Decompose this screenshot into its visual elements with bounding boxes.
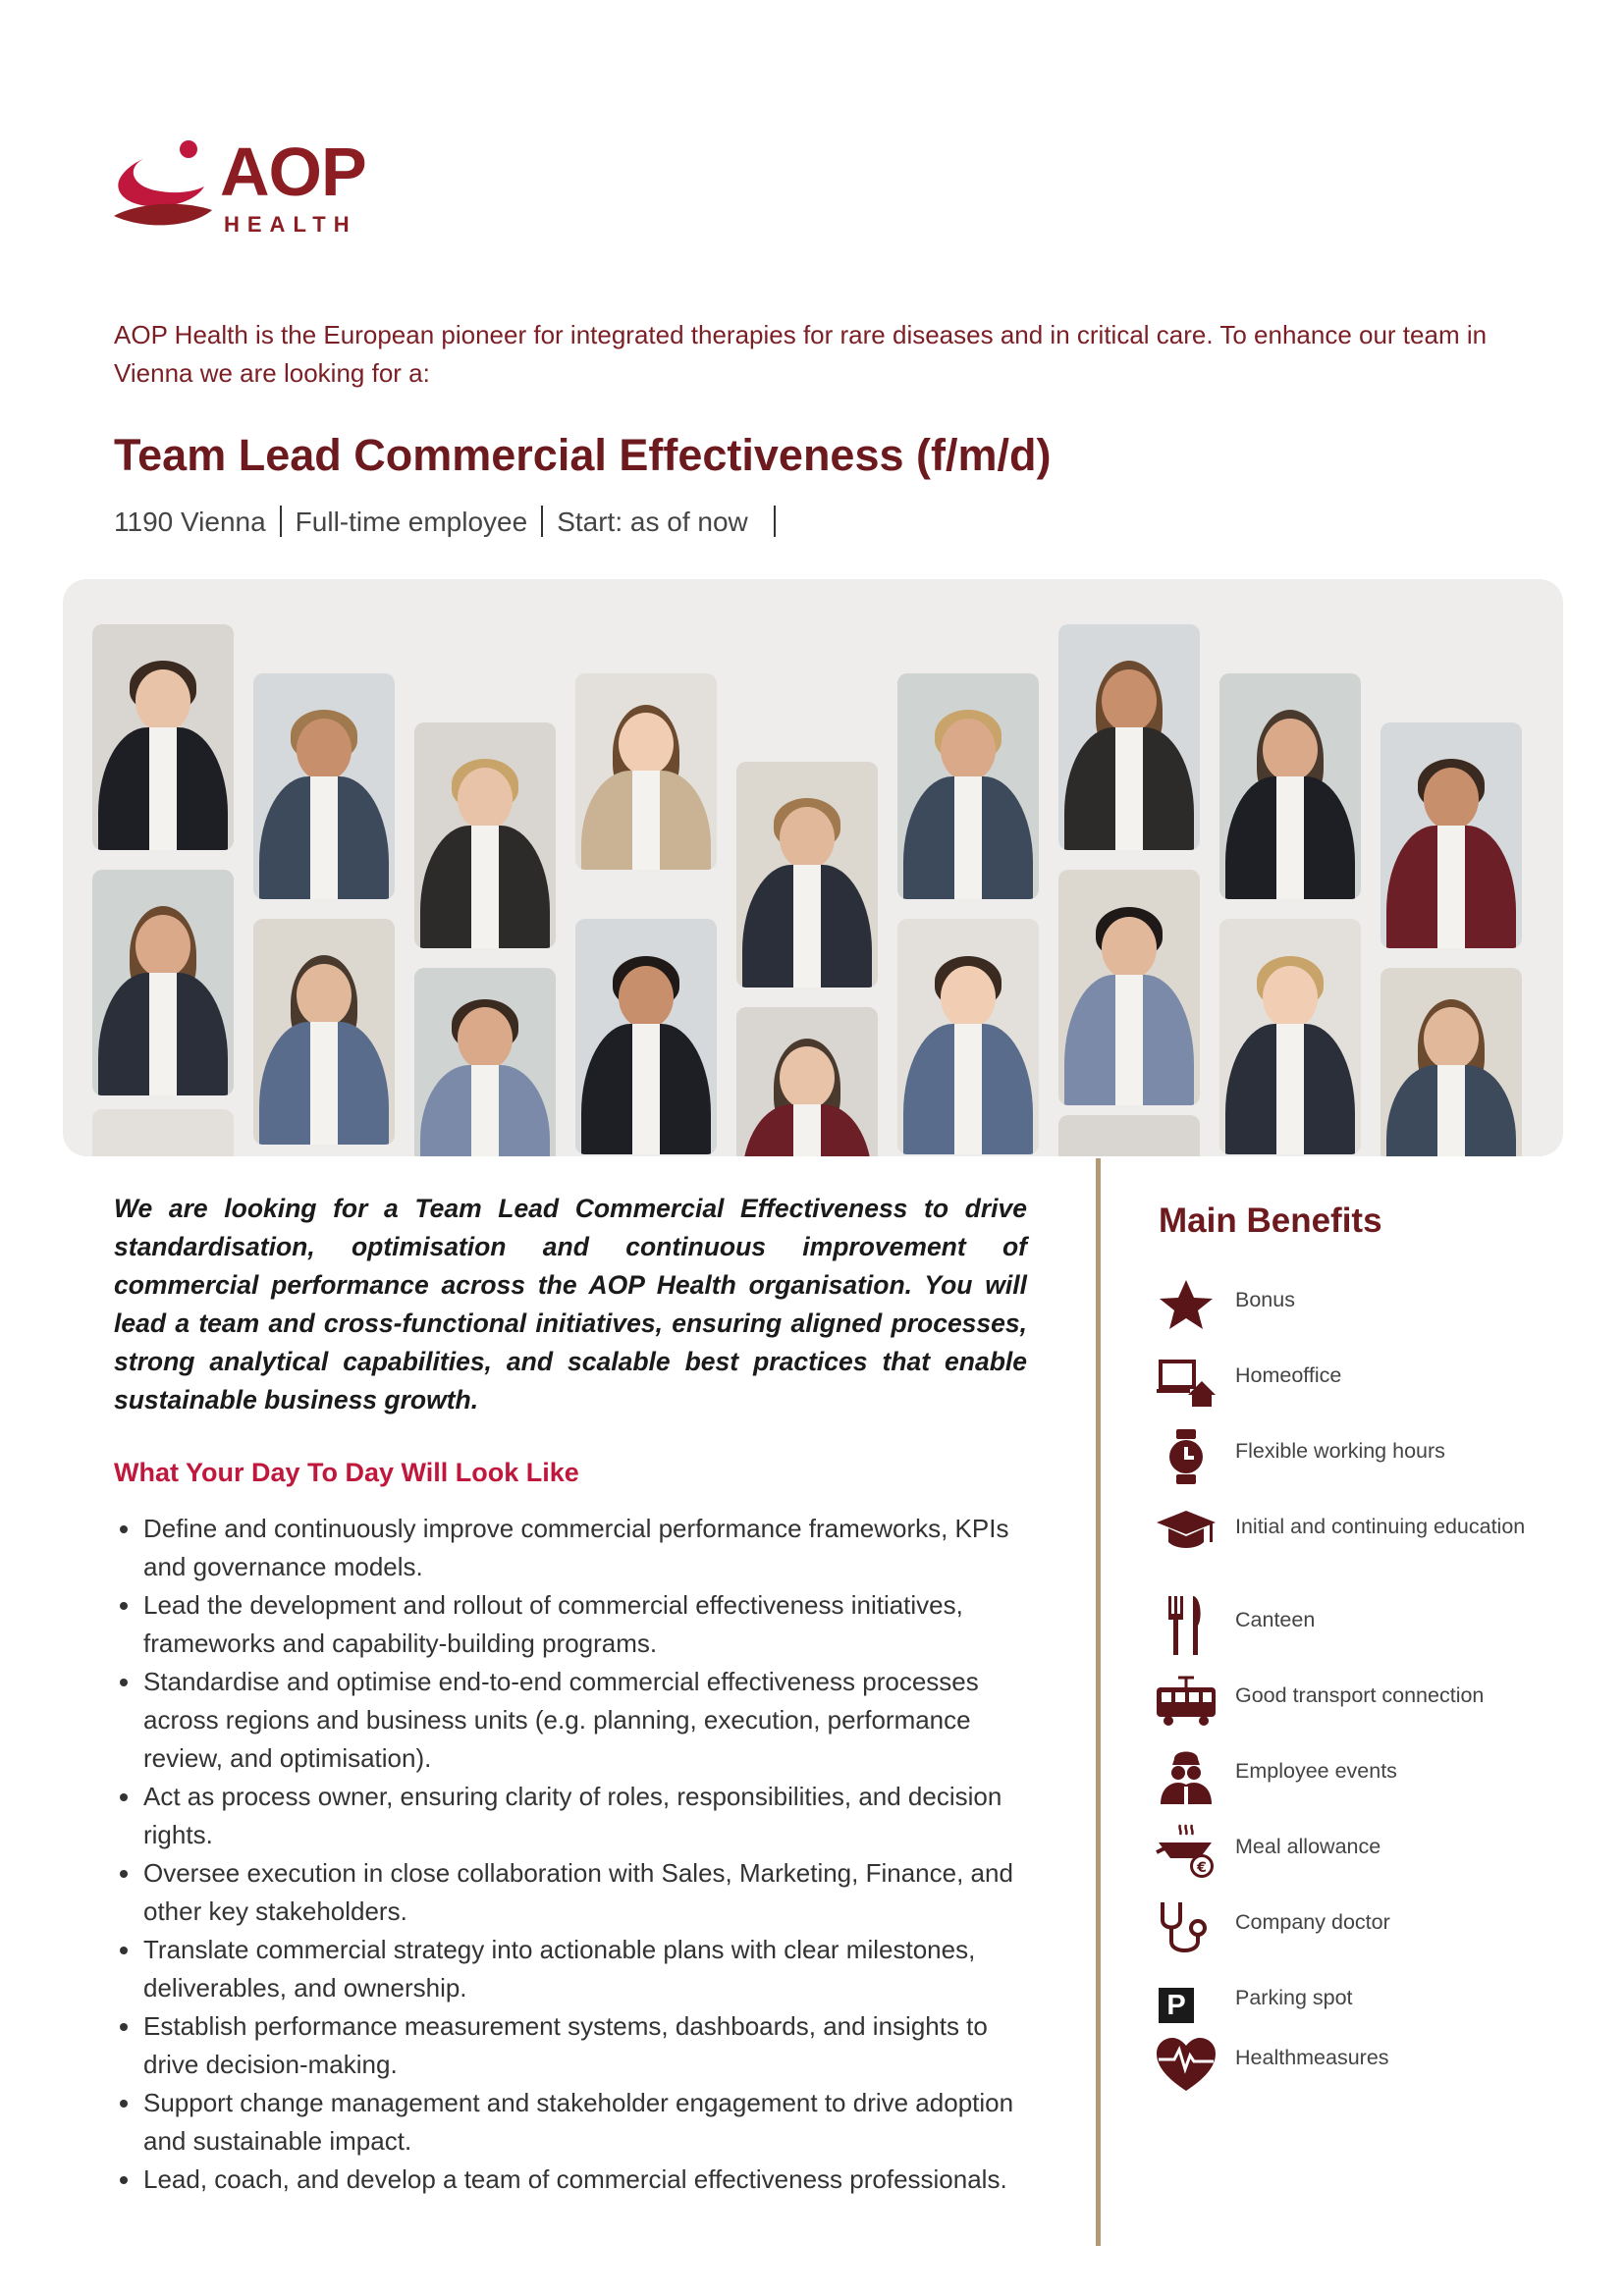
intro-text: AOP Health is the European pioneer for integrated therapies for rare diseases and in critical care. To enhance our team in Vienna we are looking for a:	[114, 320, 1488, 388]
benefit-education	[1155, 1503, 1587, 1562]
team-photo	[897, 673, 1039, 899]
team-photo	[414, 968, 556, 1156]
bullet-icon	[120, 2176, 128, 2184]
team-photo	[1219, 673, 1361, 899]
task-item	[114, 1663, 1027, 1778]
task-text: Establish performance measurement systems, dashboards, and insights to drive decision-making.	[143, 2011, 988, 2079]
team-photo	[253, 919, 395, 1145]
watch-icon	[1155, 1427, 1218, 1486]
benefit-transport	[1155, 1672, 1587, 1731]
team-photo	[1380, 968, 1522, 1156]
task-item	[114, 1778, 1027, 1854]
benefit-health-measures	[1155, 2034, 1587, 2093]
benefit-bonus	[1155, 1276, 1587, 1335]
bullet-icon	[120, 2100, 128, 2108]
team-photo	[414, 722, 556, 948]
benefits-title: Main Benefits	[1159, 1201, 1382, 1240]
team-photo	[736, 1007, 878, 1156]
team-photo	[1380, 722, 1522, 948]
star-icon	[1155, 1276, 1218, 1335]
benefit-canteen	[1155, 1596, 1587, 1655]
team-photo	[92, 870, 234, 1095]
job-employment-type: Full-time employee	[295, 507, 528, 537]
svg-text:€: €	[1197, 1860, 1207, 1876]
cutlery-icon	[1155, 1596, 1218, 1655]
benefit-label: Initial and continuing education	[1235, 1515, 1526, 1538]
team-photo	[92, 624, 234, 850]
team-photo	[1058, 624, 1200, 850]
tram-icon	[1155, 1672, 1218, 1731]
benefit-label: Canteen	[1235, 1608, 1316, 1631]
job-start: Start: as of now	[557, 507, 748, 537]
task-text: Standardise and optimise end-to-end commercial effectiveness processes across regions and business units (e.g. planning, execution, performance review, and optimisation).	[143, 1667, 979, 1773]
task-text: Define and continuously improve commercial performance frameworks, KPIs and governance models.	[143, 1514, 1009, 1581]
team-photo-collage	[63, 579, 1563, 1156]
task-text: Translate commercial strategy into actionable plans with clear milestones, deliverables, and ownership.	[143, 1935, 976, 2002]
parking-icon: P	[1155, 1974, 1218, 2033]
bullet-icon	[120, 1947, 128, 1954]
team-photo	[1219, 919, 1361, 1154]
benefit-label: Good transport connection	[1235, 1683, 1485, 1707]
people-icon	[1155, 1747, 1218, 1806]
task-list	[114, 1510, 1027, 2199]
lead-paragraph: We are looking for a Team Lead Commercial Effectiveness to drive standardisation, optimisation and continuous improvement of commercial performance across the AOP Health organisation. You will lead a team and cross-functional initiatives, ensuring aligned processes, strong analytical capabilities, and scalable best practices that enable sustainable business growth.	[114, 1194, 1027, 1415]
meta-divider	[541, 506, 543, 537]
task-item	[114, 2161, 1027, 2199]
logo-wordmark: AOP	[220, 133, 366, 210]
column-divider	[1096, 1158, 1101, 2246]
benefit-label: Bonus	[1235, 1288, 1295, 1311]
meal-euro-icon	[1155, 1823, 1218, 1882]
team-photo	[1058, 870, 1200, 1105]
job-meta	[114, 503, 789, 542]
logo-mark-icon	[110, 137, 218, 236]
task-text: Act as process owner, ensuring clarity of roles, responsibilities, and decision rights.	[143, 1782, 1002, 1849]
benefit-label: Parking spot	[1235, 1986, 1353, 2009]
team-photo	[1058, 1115, 1200, 1156]
stethoscope-icon	[1155, 1898, 1218, 1957]
bullet-icon	[120, 2023, 128, 2031]
task-item	[114, 1586, 1027, 1663]
team-photo	[575, 919, 717, 1154]
day-to-day-heading: What Your Day To Day Will Look Like	[114, 1458, 579, 1487]
task-text: Lead the development and rollout of commercial effectiveness initiatives, frameworks and capability-building programs.	[143, 1590, 963, 1658]
team-photo	[897, 919, 1039, 1154]
benefit-homeoffice	[1155, 1352, 1587, 1411]
benefit-label: Company doctor	[1235, 1910, 1390, 1934]
laptop-home-icon	[1155, 1352, 1218, 1411]
benefit-label: Meal allowance	[1235, 1835, 1381, 1858]
task-item	[114, 1931, 1027, 2007]
benefit-parking	[1155, 1974, 1587, 2033]
task-text: Oversee execution in close collaboration with Sales, Marketing, Finance, and other key stakeholders.	[143, 1858, 1013, 1926]
task-item	[114, 2007, 1027, 2084]
task-text: Lead, coach, and develop a team of commercial effectiveness professionals.	[143, 2164, 1007, 2194]
benefit-label: Flexible working hours	[1235, 1439, 1445, 1463]
task-text: Support change management and stakeholder engagement to drive adoption and sustainable impact.	[143, 2088, 1014, 2156]
bullet-icon	[120, 1525, 128, 1533]
graduation-cap-icon	[1155, 1503, 1218, 1562]
job-title: Team Lead Commercial Effectiveness (f/m/d)	[114, 430, 1052, 480]
company-logo	[110, 133, 395, 245]
team-photo	[736, 762, 878, 988]
benefit-company-doctor	[1155, 1898, 1587, 1957]
bullet-icon	[120, 1602, 128, 1610]
task-item	[114, 2084, 1027, 2161]
benefit-label: Employee events	[1235, 1759, 1397, 1783]
benefit-label: Healthmeasures	[1235, 2046, 1389, 2069]
bullet-icon	[120, 1793, 128, 1801]
benefit-meal-allowance	[1155, 1823, 1587, 1882]
meta-divider	[280, 506, 282, 537]
bullet-icon	[120, 1870, 128, 1878]
job-location: 1190 Vienna	[114, 507, 266, 537]
team-photo	[92, 1109, 234, 1156]
logo-subtitle: HEALTH	[224, 212, 357, 237]
benefit-flexible-hours	[1155, 1427, 1587, 1486]
task-item	[114, 1854, 1027, 1931]
benefit-label: Homeoffice	[1235, 1363, 1342, 1387]
heartbeat-icon	[1155, 2034, 1218, 2093]
team-photo	[253, 673, 395, 899]
meta-divider	[774, 506, 776, 537]
task-item	[114, 1510, 1027, 1586]
bullet-icon	[120, 1679, 128, 1686]
benefit-employee-events	[1155, 1747, 1587, 1806]
team-photo	[575, 673, 717, 870]
